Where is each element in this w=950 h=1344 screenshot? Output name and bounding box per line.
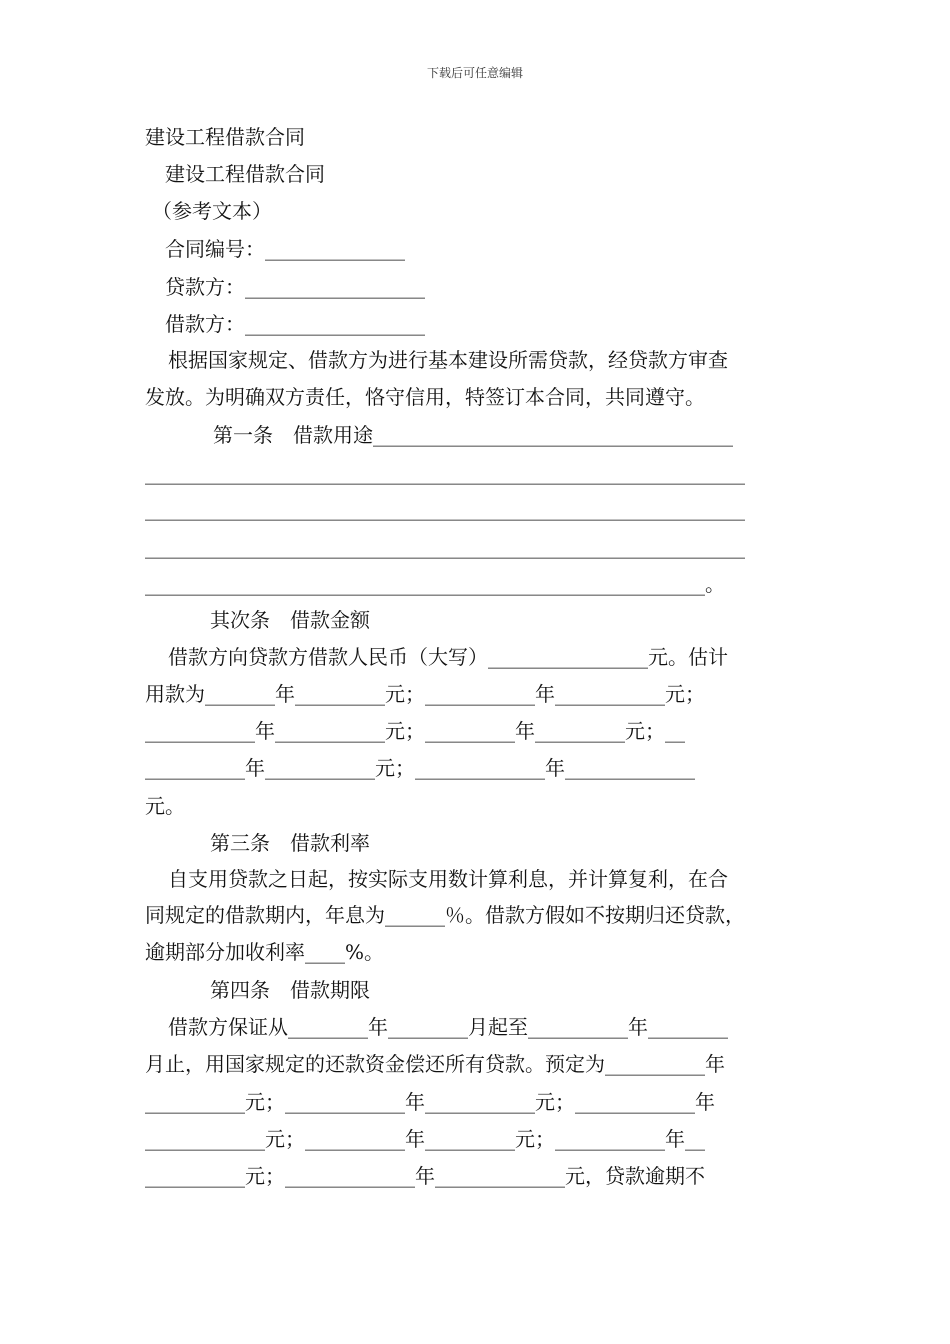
borrower-field: 借款方：__________________ — [165, 312, 425, 336]
blank-line: ____________________________________________________________ — [145, 535, 745, 559]
article-1-heading: 第一条 借款用途____________________________________ — [213, 423, 733, 447]
article-3-line: 自支用贷款之日起，按实际支用数计算利息，并计算复利，在合 — [168, 867, 728, 891]
article-2-line: ___________年___________元；_________年_________元；__ — [145, 719, 685, 743]
article-3-line: 逾期部分加收利率____%。 — [145, 940, 385, 964]
article-4-line: 借款方保证从________年________月起至__________年________ — [168, 1015, 728, 1039]
article-4-line: 月止，用国家规定的还款资金偿还所有贷款。预定为__________年 — [145, 1052, 725, 1076]
article-2-line: 元。 — [145, 794, 185, 818]
contract-title: 建设工程借款合同 — [165, 162, 325, 186]
article-4-line: ____________元；__________年_________元；___________年__ — [145, 1127, 705, 1151]
lender-field: 贷款方：__________________ — [165, 275, 425, 299]
document-title: 建设工程借款合同 — [145, 125, 305, 149]
article-4-line: __________元；_____________年_____________元，贷款逾期不 — [145, 1164, 705, 1188]
article-3-line: 同规定的借款期内，年息为______％。借款方假如不按期归还贷款， — [145, 903, 745, 927]
article-2-heading: 其次条 借款金额 — [210, 608, 370, 632]
contract-subtitle: （参考文本） — [152, 199, 272, 223]
article-3-heading: 第三条 借款利率 — [210, 831, 370, 855]
article-2-line: 借款方向贷款方借款人民币（大写）________________元。估计 — [168, 645, 728, 669]
contract-number-field: 合同编号：______________ — [165, 237, 405, 261]
blank-line: ____________________________________________________________ — [145, 497, 745, 521]
article-2-line: 用款为_______年_________元；___________年___________元； — [145, 682, 705, 706]
article-4-line: __________元；____________年___________元；____________年 — [145, 1090, 715, 1114]
page-header: 下载后可任意编辑 — [426, 66, 523, 80]
preamble-line: 根据国家规定、借款方为进行基本建设所需贷款，经贷款方审查 — [168, 348, 728, 372]
preamble-line: 发放。为明确双方责任，恪守信用，特签订本合同，共同遵守。 — [145, 385, 705, 409]
article-4-heading: 第四条 借款期限 — [210, 978, 370, 1002]
blank-line: ____________________________________________________________ — [145, 461, 745, 485]
blank-line: ________________________________________________________。 — [145, 572, 725, 596]
article-2-line: __________年___________元；_____________年_____________ — [145, 756, 695, 780]
